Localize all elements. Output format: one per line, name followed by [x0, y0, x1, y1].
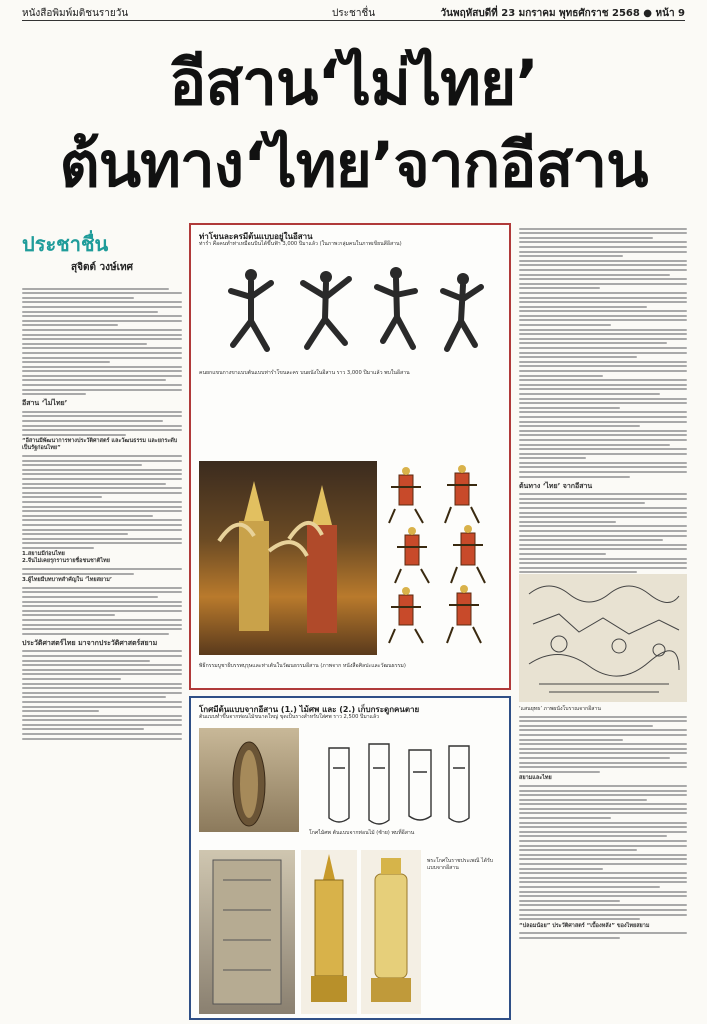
left-column-text: [22, 285, 182, 742]
body-text: [22, 288, 182, 396]
body-text: [519, 785, 687, 920]
column-name: ประชาชื่น: [22, 232, 109, 256]
column-masthead: [22, 232, 182, 275]
closing-line: “ปลอมน้อย” ประวัติศาสตร์ “เบื้องหลัง” ของไทยสยาม: [519, 922, 650, 929]
right-subhead-2: สยามและไทย: [519, 775, 552, 782]
issue-date: วันพฤหัสบดีที่ 23 มกราคม พุทธศักราช 2568 ● หน้า 9: [440, 8, 685, 19]
subhead-history: ประวัติศาสตร์ไทย มาจากประวัติศาสตร์สยาม: [22, 638, 158, 647]
right-column-text-2: [519, 706, 687, 942]
feature-box-khon: [189, 223, 511, 690]
body-text: [519, 932, 687, 939]
dancers-photo: [199, 461, 377, 655]
point-3: 3.ผู้ไทยมีบทบาทสำคัญใน ‘ไทยสยาม’: [22, 577, 112, 584]
carved-slab-photo: [199, 850, 295, 1014]
paper-name: หนังสือพิมพ์มติชนรายวัน: [22, 8, 129, 19]
box-b-title: โกศมีต้นแบบจากอีสาน (1.) ไม้ศพ และ (2.) เก็บกระดูกคนตาย: [199, 705, 420, 714]
urn-2-photo: [361, 850, 421, 1014]
rock-art-figures: [211, 261, 491, 361]
coffin-photo: [199, 728, 299, 832]
box-a-title: ท่าโขนละครมีต้นแบบอยู่ในอีสาน: [199, 232, 313, 241]
body-text: [22, 587, 182, 635]
body-text: [22, 568, 182, 575]
body-text: [519, 716, 687, 773]
body-text: [519, 493, 687, 578]
point-2: 2.จีนไม่เคยรุกรานรายชื่อชนชาติไทย: [22, 558, 110, 565]
right-column-text: [519, 225, 687, 581]
mural-caption: ‘แสนยุทธ’ ภาพผนังโบราณจากอีสาน: [519, 706, 601, 712]
subhead-isan: อีสาน ‘ไม่ไทย’: [22, 399, 68, 408]
column-author: สุจิตต์ วงษ์เทศ: [71, 262, 133, 273]
box-b-caption-2: พระโกศในราชประเพณี ได้รับแบบจากอีสาน: [427, 858, 494, 872]
khon-illustrations: [385, 465, 505, 651]
box-b-caption-1: โกศไม้ศพ ต้นแบบจากท่อนไม้ (ซ้าย) พบที่อีสาน: [309, 830, 415, 836]
box-a-subtitle: ท่ารำ คือคนทำท่าเหมือนบินได้ขึ้นฟ้า 3,000 ปีมาแล้ว (ในภาพ:กลุ่มคนในภาพเขียนสีอีสาน): [199, 241, 402, 247]
body-text: [519, 228, 687, 478]
right-subhead: ต้นทาง ‘ไทย’ จากอีสาน: [519, 481, 593, 490]
body-text: [22, 650, 182, 739]
body-text: [22, 455, 182, 549]
mural-drawing: [519, 574, 687, 702]
coffin-drawings: [309, 728, 499, 828]
header-rule: [22, 20, 685, 21]
box-a-caption-2: พิธีกรรมบูชาผีบรรพบุรุษและท่าเต้นในวัฒนธรรมอีสาน (ภาพจาก หนังสือศิลปะและวัฒนธรรม): [199, 663, 406, 669]
pull-quote: “อีสานมีพัฒนาการทางประวัติศาสตร์ และวัฒนธรรม และยกระดับเป็นรัฐก่อนไทย”: [22, 438, 178, 452]
body-text: [22, 411, 182, 436]
feature-box-urn: [189, 696, 511, 1020]
headline-line-1: อีสาน‘ไม่ไทย’: [169, 46, 538, 119]
headline-line-2: ต้นทาง‘ไทย’จากอีสาน: [59, 128, 648, 201]
section-name: ประชาชื่น: [331, 8, 376, 19]
box-b-intro: ต้นแบบทำขึ้นจากท่อนไม้ขนาดใหญ่ ขุดเป็นรางสำหรับใส่ศพ ราว 2,500 ปีมาแล้ว: [199, 714, 380, 720]
box-a-caption-1: คนยกแขนกางขาแบบต้นแบบท่ารำโขนละคร บนผนังในอีสาน ราว 3,000 ปีมาแล้ว พบในอีสาน: [199, 370, 410, 376]
urn-1-photo: [301, 850, 357, 1014]
point-1: 1.สยามมีก่อนไทย: [22, 551, 65, 558]
